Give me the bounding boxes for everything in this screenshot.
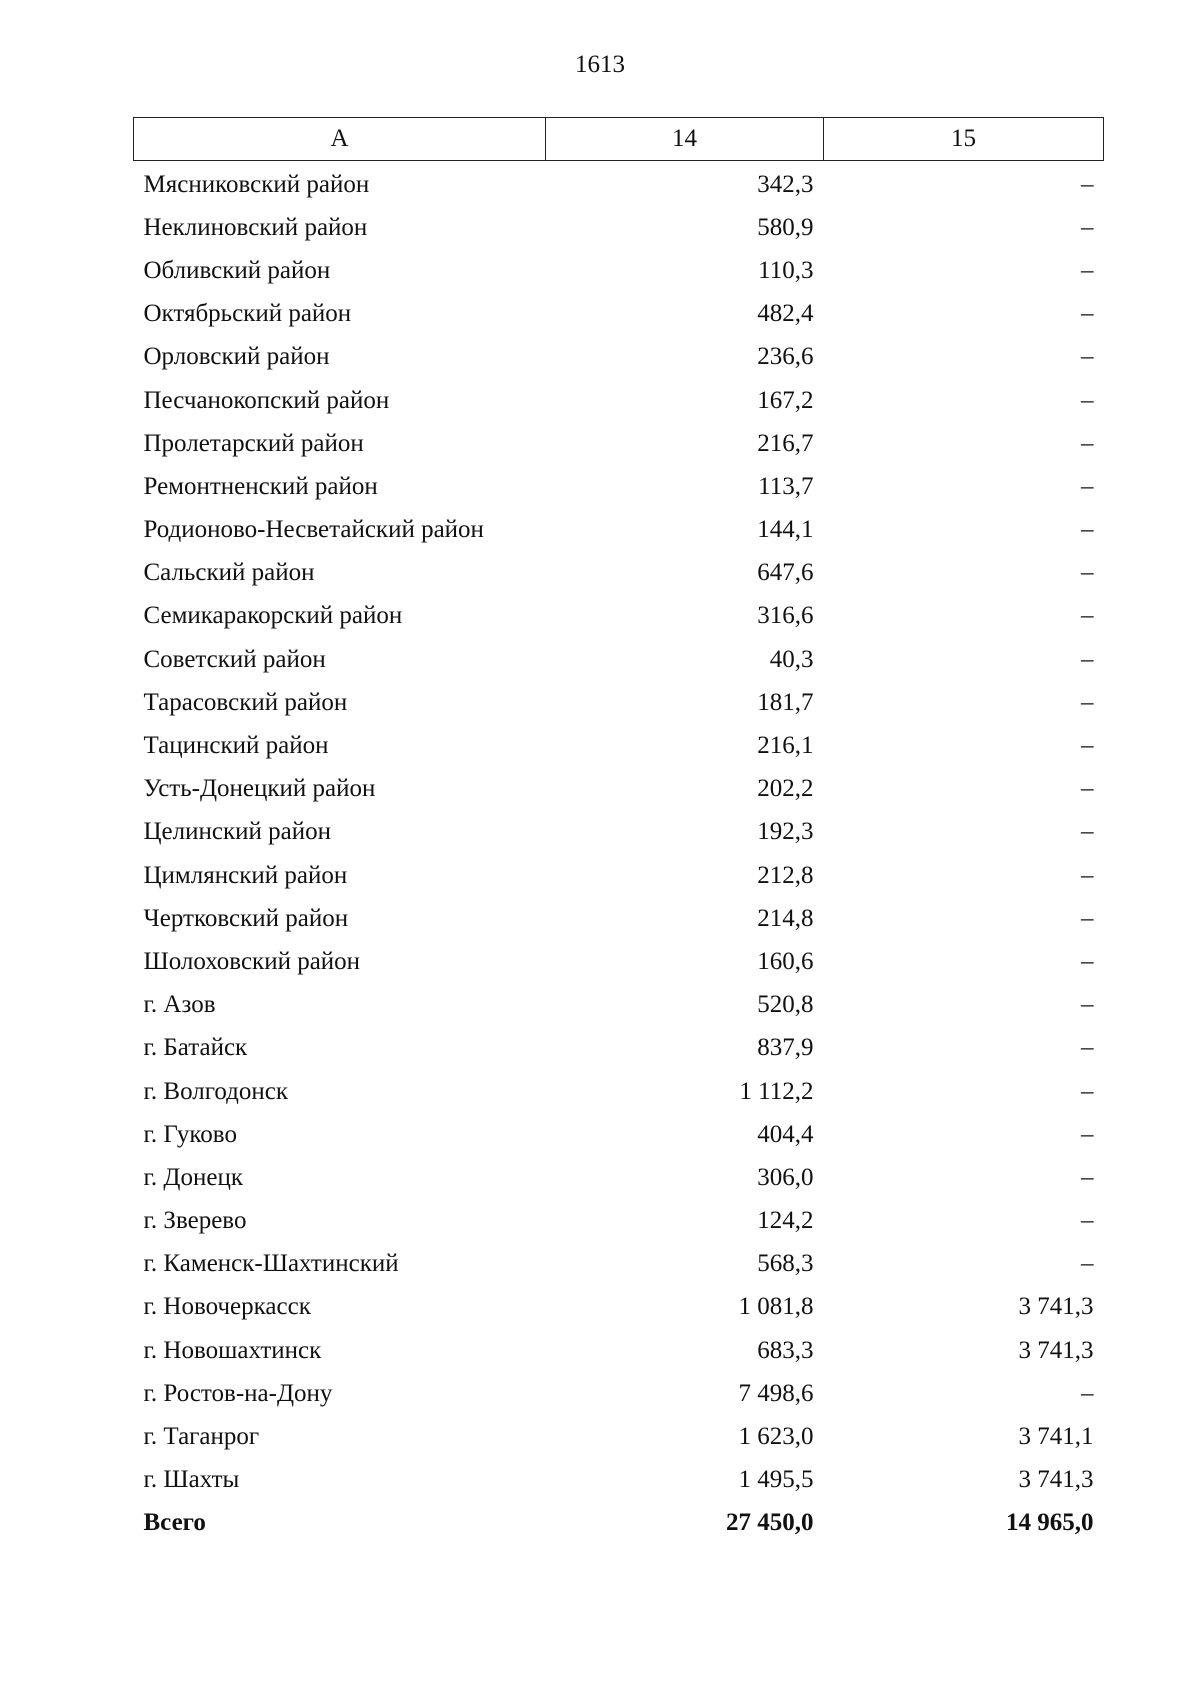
row-value-15-cell: –: [1081, 516, 1094, 544]
table-row: [134, 1415, 1104, 1458]
row-value-15-cell: –: [1081, 386, 1094, 414]
table-row: [134, 1243, 1104, 1286]
table-row: [134, 1459, 1104, 1502]
row-value-15-cell: –: [1081, 559, 1094, 587]
row-value-15-cell: –: [1081, 213, 1094, 241]
row-name-cell: г. Батайск: [143, 1034, 248, 1062]
table-row: [134, 1200, 1104, 1243]
table-header: [134, 118, 1104, 161]
row-value-15-cell: –: [1081, 300, 1094, 328]
row-name-cell: г. Каменск-Шахтинский: [143, 1250, 399, 1278]
table-row: [134, 811, 1104, 854]
table-row: [134, 1329, 1104, 1372]
table-row: [134, 379, 1104, 422]
row-value-14-cell: 192,3: [757, 818, 814, 846]
table-row: [134, 1070, 1104, 1113]
table-row: [134, 595, 1104, 638]
row-value-15-cell: –: [1081, 818, 1094, 846]
row-name-cell: Тарасовский район: [143, 688, 348, 716]
row-name-cell: Орловский район: [143, 343, 330, 371]
header-row: [134, 118, 1104, 161]
row-value-15-cell: –: [1081, 1250, 1094, 1278]
table-row: [134, 206, 1104, 249]
total-value-14-cell: 27 450,0: [726, 1509, 814, 1537]
table-row: [134, 681, 1104, 724]
table-row: [134, 422, 1104, 465]
row-value-14-cell: 520,8: [757, 991, 814, 1019]
row-name-cell: г. Гуково: [143, 1120, 237, 1148]
table-row: [134, 940, 1104, 983]
row-name-cell: Цимлянский район: [143, 861, 348, 889]
row-name-cell: Пролетарский район: [143, 429, 364, 457]
row-name-cell: Родионово-Несветайский район: [143, 516, 484, 544]
row-name-cell: Мясниковский район: [143, 170, 370, 198]
row-value-14-cell: 202,2: [757, 775, 814, 803]
row-value-14-cell: 342,3: [757, 170, 814, 198]
row-value-15-cell: –: [1081, 1120, 1094, 1148]
row-name-cell: Обливский район: [143, 256, 331, 284]
row-value-15-cell: –: [1081, 343, 1094, 371]
table-row: [134, 1372, 1104, 1415]
row-value-14-cell: 40,3: [769, 645, 814, 673]
data-table: [133, 117, 1104, 1545]
row-value-15-cell: –: [1081, 1077, 1094, 1105]
row-value-14-cell: 110,3: [758, 256, 814, 284]
row-name-cell: Сальский район: [143, 559, 315, 587]
table-row: [134, 249, 1104, 292]
table-row: [134, 984, 1104, 1027]
row-value-14-cell: 216,1: [757, 732, 814, 760]
row-value-14-cell: 236,6: [757, 343, 814, 371]
table-row: [134, 897, 1104, 940]
row-value-14-cell: 167,2: [757, 386, 814, 414]
table-row: [134, 336, 1104, 379]
table-row: [134, 1286, 1104, 1329]
row-value-14-cell: 1 112,2: [739, 1077, 814, 1105]
row-value-15-cell: 3 741,1: [1018, 1423, 1094, 1451]
header-cell-a: А: [134, 118, 546, 161]
row-value-14-cell: 580,9: [757, 213, 814, 241]
row-name-cell: г. Ростов-на-Дону: [143, 1379, 333, 1407]
header-cell-15: 15: [824, 118, 1104, 161]
row-value-14-cell: 482,4: [757, 300, 814, 328]
row-name-cell: Советский район: [143, 645, 326, 673]
row-value-15-cell: –: [1081, 732, 1094, 760]
table-row: [134, 854, 1104, 897]
total-label-cell: Всего: [143, 1509, 206, 1537]
row-value-15-cell: 3 741,3: [1018, 1293, 1094, 1321]
header-cell-14: 14: [546, 118, 824, 161]
table-row: [134, 1156, 1104, 1199]
row-name-cell: Чертковский район: [143, 904, 349, 932]
row-value-14-cell: 306,0: [757, 1163, 814, 1191]
row-value-15-cell: –: [1081, 602, 1094, 630]
row-value-14-cell: 124,2: [757, 1207, 814, 1235]
row-value-15-cell: –: [1081, 1034, 1094, 1062]
row-value-15-cell: –: [1081, 775, 1094, 803]
row-name-cell: Усть-Донецкий район: [143, 775, 376, 803]
row-value-14-cell: 113,7: [758, 472, 814, 500]
row-name-cell: г. Азов: [143, 991, 216, 1019]
row-name-cell: Шолоховский район: [143, 947, 361, 975]
row-value-14-cell: 1 623,0: [738, 1423, 814, 1451]
row-name-cell: г. Шахты: [143, 1466, 240, 1494]
total-row: [134, 1502, 1104, 1545]
table-row: [134, 509, 1104, 552]
row-name-cell: г. Таганрог: [143, 1423, 260, 1451]
row-name-cell: г. Новошахтинск: [143, 1336, 322, 1364]
row-value-14-cell: 568,3: [757, 1250, 814, 1278]
row-value-14-cell: 214,8: [757, 904, 814, 932]
row-value-14-cell: 1 495,5: [738, 1466, 814, 1494]
row-value-15-cell: –: [1081, 1163, 1094, 1191]
row-value-15-cell: –: [1081, 947, 1094, 975]
row-value-14-cell: 144,1: [757, 516, 814, 544]
row-value-15-cell: –: [1081, 991, 1094, 1019]
row-value-15-cell: –: [1081, 256, 1094, 284]
row-value-14-cell: 181,7: [757, 688, 814, 716]
row-name-cell: г. Донецк: [143, 1163, 243, 1191]
row-name-cell: Октябрьский район: [143, 300, 352, 328]
row-value-15-cell: –: [1081, 1207, 1094, 1235]
row-value-15-cell: –: [1081, 645, 1094, 673]
row-name-cell: Тацинский район: [143, 732, 329, 760]
row-name-cell: г. Волгодонск: [143, 1077, 289, 1105]
row-value-15-cell: –: [1081, 861, 1094, 889]
row-value-15-cell: 3 741,3: [1018, 1336, 1094, 1364]
table-row: [134, 1027, 1104, 1070]
row-name-cell: Неклиновский район: [143, 213, 368, 241]
row-value-14-cell: 683,3: [757, 1336, 814, 1364]
table-row: [134, 161, 1104, 207]
row-value-15-cell: –: [1081, 1379, 1094, 1407]
table-row: [134, 552, 1104, 595]
table-row: [134, 1113, 1104, 1156]
row-value-14-cell: 7 498,6: [738, 1379, 814, 1407]
table-row: [134, 638, 1104, 681]
row-value-15-cell: 3 741,3: [1018, 1466, 1094, 1494]
row-value-15-cell: –: [1081, 429, 1094, 457]
row-value-14-cell: 316,6: [757, 602, 814, 630]
row-name-cell: Целинский район: [143, 818, 331, 846]
row-value-15-cell: –: [1081, 170, 1094, 198]
row-name-cell: Песчанокопский район: [143, 386, 390, 414]
row-value-14-cell: 216,7: [757, 429, 814, 457]
row-name-cell: Семикаракорский район: [143, 602, 403, 630]
row-value-14-cell: 404,4: [757, 1120, 814, 1148]
row-value-15-cell: –: [1081, 472, 1094, 500]
row-value-14-cell: 212,8: [757, 861, 814, 889]
table-row: [134, 724, 1104, 767]
row-value-14-cell: 647,6: [757, 559, 814, 587]
page-number: 1613: [575, 51, 625, 78]
row-name-cell: г. Новочеркасск: [143, 1293, 311, 1321]
row-value-14-cell: 837,9: [757, 1034, 814, 1062]
row-name-cell: г. Зверево: [143, 1207, 247, 1235]
row-name-cell: Ремонтненский район: [143, 472, 378, 500]
table-row: [134, 768, 1104, 811]
total-value-15-cell: 14 965,0: [1006, 1509, 1094, 1537]
table-row: [134, 465, 1104, 508]
row-value-15-cell: –: [1081, 904, 1094, 932]
table-row: [134, 293, 1104, 336]
table-body: [134, 161, 1104, 1546]
row-value-15-cell: –: [1081, 688, 1094, 716]
row-value-14-cell: 1 081,8: [738, 1293, 814, 1321]
row-value-14-cell: 160,6: [757, 947, 814, 975]
